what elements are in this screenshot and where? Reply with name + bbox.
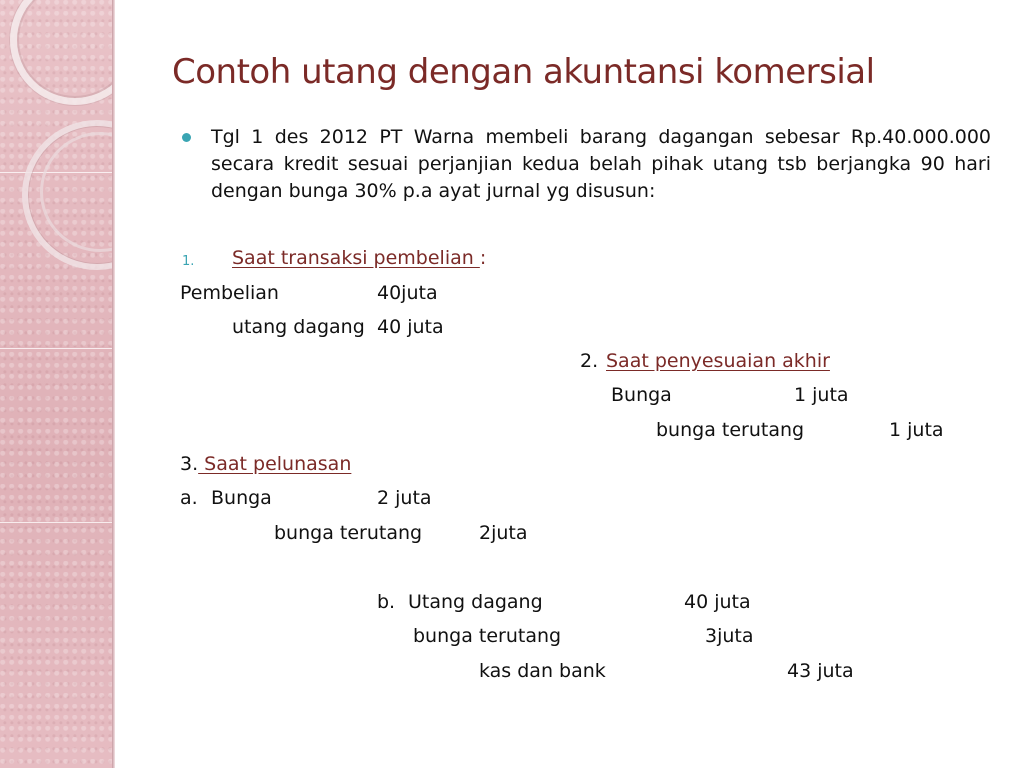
slide-title: Contoh utang dengan akuntansi komersial	[172, 52, 875, 92]
section3b-debit2-account: bunga terutang	[413, 625, 562, 647]
section3a-credit-amount: 2juta	[479, 522, 528, 544]
section1-debit-amount: 40juta	[377, 282, 438, 304]
section3b-credit-amount: 43 juta	[787, 660, 854, 682]
section3b-debit1-amount: 40 juta	[684, 591, 751, 613]
bullet-icon	[182, 133, 191, 142]
section2-heading: Saat penyesuaian akhir	[606, 350, 830, 372]
section2-credit-amount: 1 juta	[889, 419, 944, 441]
section3b-label: b.	[377, 591, 396, 613]
section2-debit-amount: 1 juta	[794, 384, 849, 406]
section1-credit-account: utang dagang	[232, 316, 365, 338]
section3a-debit-amount: 2 juta	[377, 487, 432, 509]
section1-credit-amount: 40 juta	[377, 316, 444, 338]
intro-paragraph: Tgl 1 des 2012 PT Warna membeli barang dagangan sebesar Rp.40.000.000 secara kredit sesuai perjanjian kedua belah pihak utang tsb berjangka 90 hari dengan bunga 30% p.a ayat jurnal yg disusun:	[211, 126, 991, 202]
section3b-debit2-amount: 3juta	[705, 625, 754, 647]
section3b-credit-account: kas dan bank	[479, 660, 606, 682]
section1-heading: Saat transaksi pembelian :	[232, 247, 487, 269]
section3-heading-line: 3. Saat pelunasan	[180, 453, 352, 475]
section2-number: 2.	[580, 350, 599, 372]
section2-credit-account: bunga terutang	[656, 419, 805, 441]
section3b-debit1-account: Utang dagang	[408, 591, 543, 613]
section3a-debit-account: Bunga	[211, 487, 272, 509]
section2-debit-account: Bunga	[611, 384, 672, 406]
section3a-label: a.	[180, 487, 198, 509]
section1-debit-account: Pembelian	[180, 282, 279, 304]
section1-number: 1.	[182, 254, 195, 269]
section3a-credit-account: bunga terutang	[274, 522, 423, 544]
